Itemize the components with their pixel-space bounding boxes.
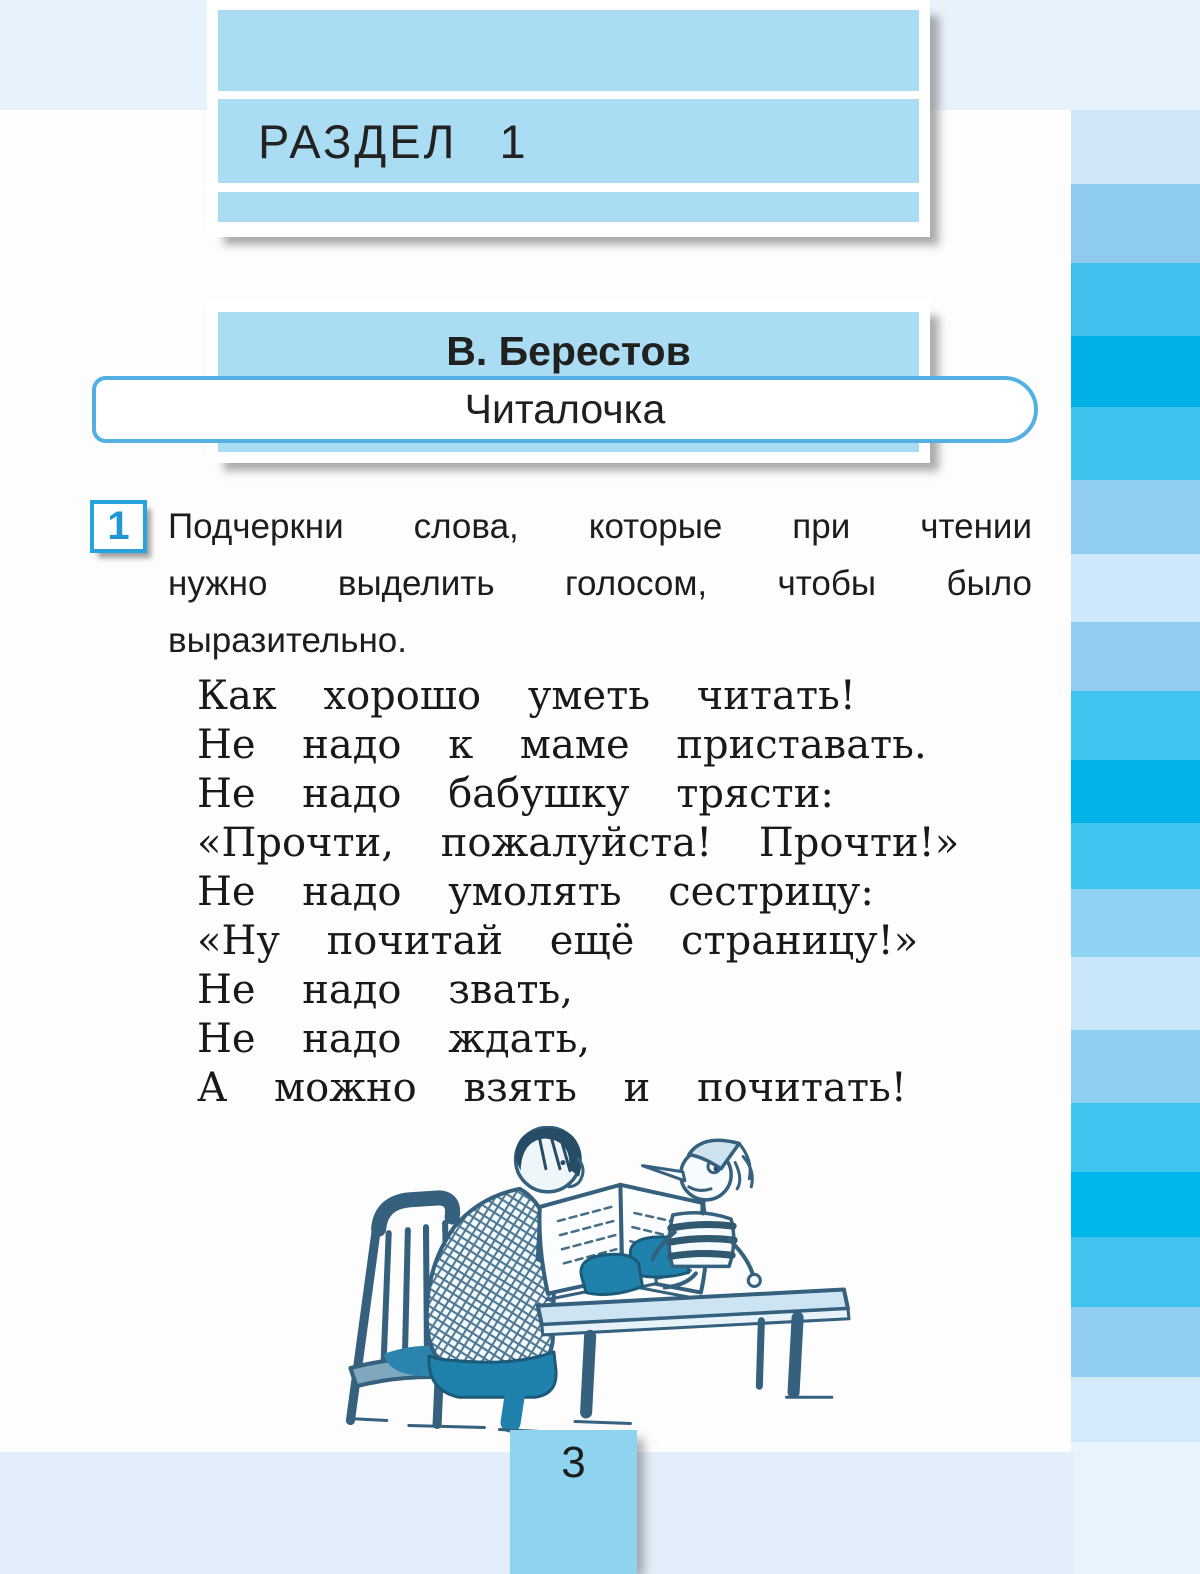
stripe bbox=[1071, 336, 1200, 407]
stripe bbox=[1071, 622, 1200, 691]
stripe bbox=[1071, 1172, 1200, 1237]
poem-line: Не надо ждать, bbox=[197, 1016, 591, 1062]
page-number-box bbox=[510, 1430, 637, 1574]
stripe bbox=[1071, 110, 1200, 184]
stripe bbox=[1071, 1103, 1200, 1172]
poem-line: «Ну почитай ещё страницу!» bbox=[197, 918, 919, 964]
illustration-boy-reading-with-buratino bbox=[288, 1126, 852, 1444]
author-name: В. Берестов bbox=[446, 328, 691, 374]
stripe bbox=[1071, 889, 1200, 957]
task-line: нужно выделить голосом, чтобы было bbox=[168, 564, 1032, 603]
poem-line: «Прочти, пожалуйста! Прочти!» bbox=[197, 820, 960, 866]
stripe bbox=[1071, 1030, 1200, 1103]
stripe bbox=[1071, 1377, 1200, 1442]
stripe bbox=[1071, 407, 1200, 480]
section-header-card bbox=[207, 0, 930, 237]
poem-line: Не надо звать, bbox=[197, 967, 574, 1013]
decor-bar-bottom bbox=[218, 192, 919, 222]
stripe bbox=[1071, 1307, 1200, 1377]
stripe bbox=[1071, 263, 1200, 336]
task-text bbox=[168, 498, 1032, 669]
illustration-svg bbox=[288, 1126, 852, 1444]
section-label: РАЗДЕЛ bbox=[258, 114, 458, 168]
stripe bbox=[1071, 1237, 1200, 1307]
stripe-column bbox=[1071, 110, 1200, 1574]
stripe bbox=[1071, 554, 1200, 622]
task-number-badge bbox=[90, 500, 147, 553]
task-line: выразительно. bbox=[168, 621, 408, 660]
stripe bbox=[1071, 957, 1200, 1030]
stripe bbox=[1071, 480, 1200, 554]
section-number: 1 bbox=[499, 114, 526, 168]
poem-line: А можно взять и почитать! bbox=[197, 1065, 907, 1111]
decor-bar-top bbox=[218, 10, 919, 91]
task-number: 1 bbox=[107, 504, 130, 548]
poem-line: Как хорошо уметь читать! bbox=[197, 673, 856, 719]
stripe bbox=[1071, 184, 1200, 263]
poem-line: Не надо умолять сестрицу: bbox=[197, 869, 874, 915]
stripe bbox=[1071, 1442, 1200, 1574]
poem-line: Не надо к маме приставать. bbox=[197, 722, 927, 768]
task-line: Подчеркни слова, которые при чтении bbox=[168, 507, 1032, 546]
poem-line: Не надо бабушку трясти: bbox=[197, 771, 834, 817]
stripe bbox=[1071, 760, 1200, 823]
work-title: Читалочка bbox=[464, 386, 666, 432]
poem bbox=[197, 672, 960, 1113]
section-title-bar bbox=[218, 99, 919, 183]
stripe bbox=[1071, 691, 1200, 760]
page-number: 3 bbox=[561, 1438, 586, 1487]
stripe bbox=[1071, 823, 1200, 889]
work-title-pill bbox=[92, 376, 1038, 443]
